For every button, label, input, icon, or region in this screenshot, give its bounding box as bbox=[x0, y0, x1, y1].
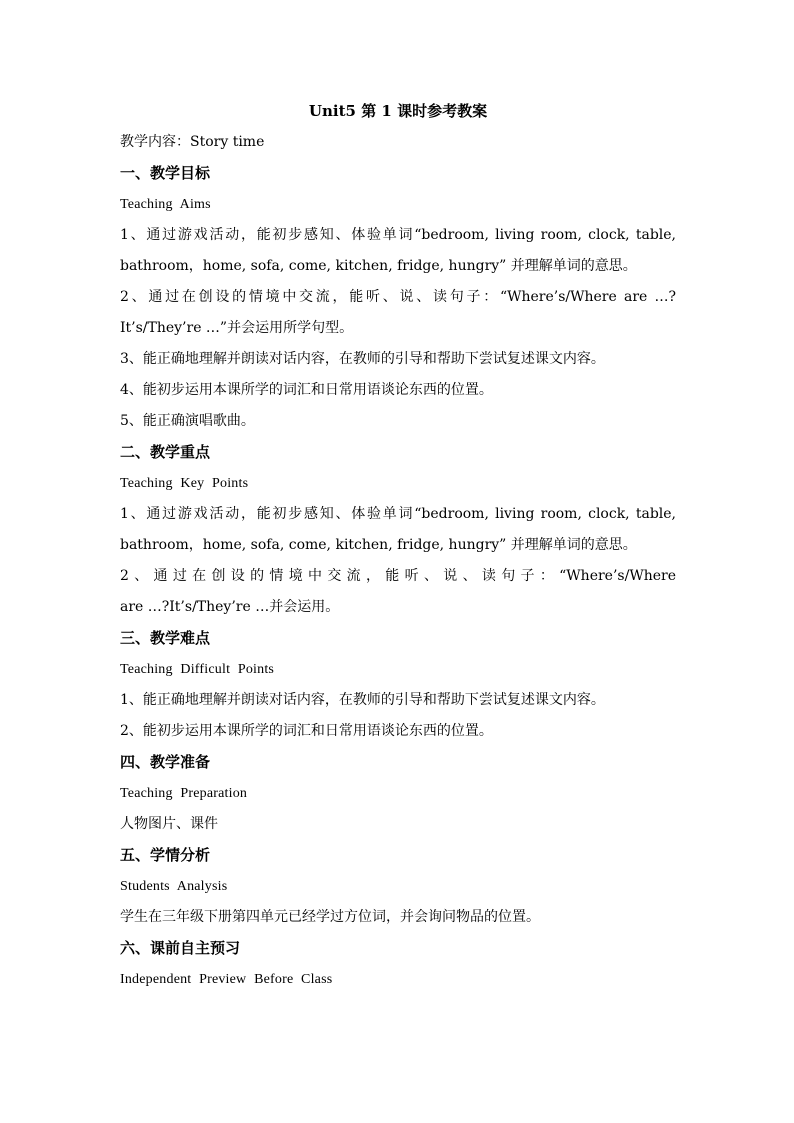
section-heading-difficult-points: 三、教学难点 bbox=[120, 629, 211, 647]
section-heading-preparation: 四、教学准备 bbox=[120, 753, 211, 771]
section-english-preview: Independent Preview Before Class bbox=[120, 972, 333, 987]
section-heading-aims: 一、教学目标 bbox=[120, 164, 211, 182]
difficult-points-line-2: 2、能初步运用本课所学的词汇和日常用语谈论东西的位置。 bbox=[120, 723, 493, 739]
section-english-key-points: Teaching Key Points bbox=[120, 476, 249, 491]
teaching-content-line: 教学内容：Story time bbox=[120, 134, 265, 150]
aims-line-7: 5、能正确演唱歌曲。 bbox=[120, 413, 255, 429]
aims-line-4: It’s/They’re …”并会运用所学句型。 bbox=[120, 320, 354, 336]
aims-line-2: bathroom，home, sofa, come, kitchen, fridge, hungry” 并理解单词的意思。 bbox=[120, 258, 637, 274]
section-heading-students-analysis: 五、学情分析 bbox=[120, 846, 211, 864]
key-points-line-3: 2、通过在创设的情境中交流，能听、说、读句子：“Where’s/Where bbox=[120, 568, 676, 584]
aims-line-3: 2、通过在创设的情境中交流，能听、说、读句子：“Where’s/Where are …? bbox=[120, 289, 676, 305]
key-points-line-2: bathroom，home, sofa, come, kitchen, fridge, hungry” 并理解单词的意思。 bbox=[120, 537, 637, 553]
section-english-preparation: Teaching Preparation bbox=[120, 786, 248, 801]
document-page bbox=[120, 96, 676, 995]
document-title: Unit5 第 1 课时参考教案 bbox=[308, 102, 488, 120]
difficult-points-line-1: 1、能正确地理解并朗读对话内容，在教师的引导和帮助下尝试复述课文内容。 bbox=[120, 692, 605, 708]
aims-line-1: 1、通过游戏活动，能初步感知、体验单词“bedroom, living room, clock, table, bbox=[120, 227, 676, 243]
aims-line-6: 4、能初步运用本课所学的词汇和日常用语谈论东西的位置。 bbox=[120, 382, 493, 398]
section-english-difficult-points: Teaching Difficult Points bbox=[120, 662, 275, 677]
students-analysis-line-1: 学生在三年级下册第四单元已经学过方位词，并会询问物品的位置。 bbox=[120, 909, 540, 925]
preparation-line-1: 人物图片、课件 bbox=[120, 816, 218, 832]
section-heading-preview: 六、课前自主预习 bbox=[120, 939, 241, 957]
key-points-line-1: 1、通过游戏活动，能初步感知、体验单词“bedroom, living room, clock, table, bbox=[120, 506, 676, 522]
aims-line-5: 3、能正确地理解并朗读对话内容，在教师的引导和帮助下尝试复述课文内容。 bbox=[120, 351, 605, 367]
key-points-line-4: are …?It’s/They’re …并会运用。 bbox=[120, 599, 340, 615]
section-english-students-analysis: Students Analysis bbox=[120, 879, 228, 894]
section-heading-key-points: 二、教学重点 bbox=[120, 443, 211, 461]
section-english-aims: Teaching Aims bbox=[120, 197, 211, 212]
